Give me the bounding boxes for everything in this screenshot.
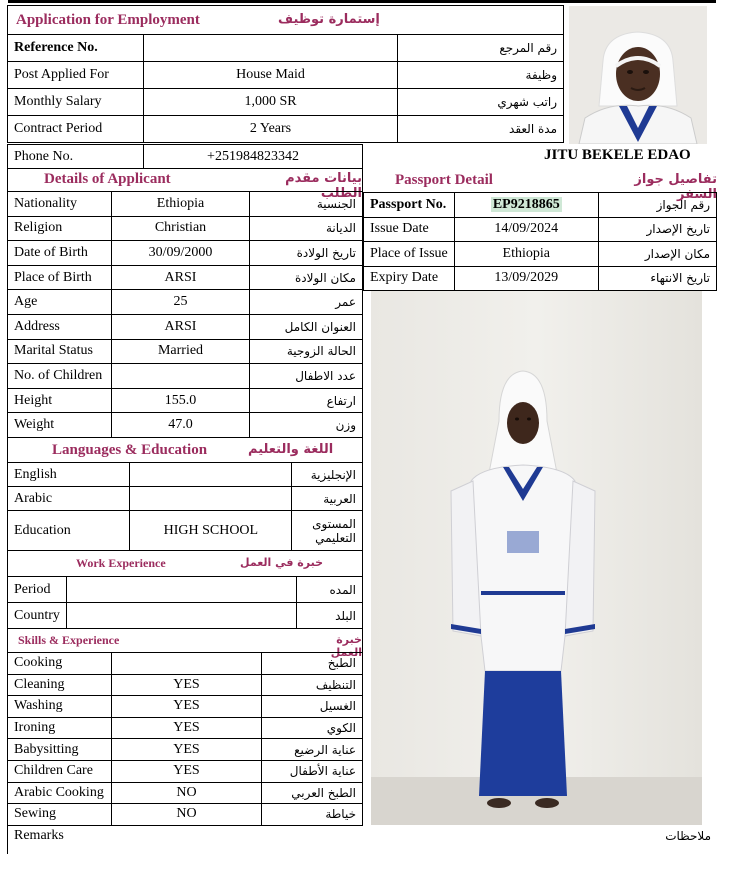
languages-heading-en: Languages & Education xyxy=(52,442,208,458)
applicant-label: Religion xyxy=(8,216,112,241)
languages-heading-ar: اللغة والتعليم xyxy=(248,442,334,457)
reference-label-ar: رقم المرجع xyxy=(398,35,564,62)
skills-table xyxy=(7,652,363,826)
remarks-label: Remarks xyxy=(14,828,64,843)
table-row xyxy=(8,511,363,551)
applicant-ar-label: تاريخ الولادة xyxy=(250,241,363,266)
table-row xyxy=(8,388,363,413)
remarks-border xyxy=(7,848,8,854)
skill-label: Children Care xyxy=(8,760,112,782)
applicant-table xyxy=(7,191,363,438)
applicant-value: 47.0 xyxy=(112,413,250,438)
passport-number-highlight: EP9218865 xyxy=(492,196,560,212)
passport-value xyxy=(454,193,598,218)
table-row xyxy=(364,242,717,267)
passport-value: Ethiopia xyxy=(454,242,598,267)
table-row xyxy=(8,413,363,438)
table-row xyxy=(8,89,564,116)
table-row xyxy=(364,193,717,218)
skill-ar-label: الطبخ xyxy=(262,653,363,675)
table-row xyxy=(8,145,363,169)
skill-ar-label: عناية الأطفال xyxy=(262,760,363,782)
work-heading-ar: خبرة في العمل xyxy=(240,556,324,569)
applicant-ar-label: العنوان الكامل xyxy=(250,314,363,339)
table-row xyxy=(8,674,363,696)
skill-value: YES xyxy=(112,674,262,696)
education-value: HIGH SCHOOL xyxy=(130,511,292,551)
table-row xyxy=(8,717,363,739)
passport-label: Issue Date xyxy=(364,217,455,242)
english-value xyxy=(130,463,292,487)
work-heading xyxy=(7,550,363,576)
reference-label: Reference No. xyxy=(8,35,144,62)
skill-label: Cleaning xyxy=(8,674,112,696)
table-row xyxy=(8,463,363,487)
table-row xyxy=(8,116,564,143)
applicant-ar-label: عمر xyxy=(250,290,363,315)
applicant-value: 30/09/2000 xyxy=(112,241,250,266)
skills-heading-en: Skills & Experience xyxy=(18,633,120,647)
contract-value: 2 Years xyxy=(144,116,398,143)
applicant-value: ARSI xyxy=(112,265,250,290)
remarks-label-ar: ملاحظات xyxy=(665,829,711,843)
applicant-value: Christian xyxy=(112,216,250,241)
table-row xyxy=(8,314,363,339)
reference-value xyxy=(144,35,398,62)
table-row xyxy=(8,290,363,315)
skill-label: Arabic Cooking xyxy=(8,782,112,804)
form-title-ar: إستمارة توظيف xyxy=(278,12,380,27)
applicant-label: Marital Status xyxy=(8,339,112,364)
table-row xyxy=(8,364,363,389)
passport-ar-label: تاريخ الإصدار xyxy=(598,217,716,242)
full-photo-image xyxy=(371,291,702,825)
phone-label: Phone No. xyxy=(8,145,144,169)
skill-value: NO xyxy=(112,782,262,804)
applicant-heading xyxy=(7,168,363,201)
skills-heading-ar: خبرة العمل xyxy=(330,633,362,659)
skill-ar-label: عناية الرضيع xyxy=(262,739,363,761)
skill-label: Cooking xyxy=(8,653,112,675)
country-label: Country xyxy=(8,603,67,629)
applicant-value: 155.0 xyxy=(112,388,250,413)
table-row xyxy=(364,266,717,291)
applicant-full-photo xyxy=(371,291,702,825)
languages-heading xyxy=(7,438,363,462)
passport-heading-en: Passport Detail xyxy=(395,172,493,188)
applicant-name: JITU BEKELE EDAO xyxy=(544,147,691,163)
english-label-ar: الإنجليزية xyxy=(292,463,363,487)
applicant-label: Nationality xyxy=(8,192,112,217)
period-value xyxy=(66,577,296,603)
applicant-label: Weight xyxy=(8,413,112,438)
country-value xyxy=(66,603,296,629)
skill-value: NO xyxy=(112,804,262,826)
table-row xyxy=(8,782,363,804)
table-row xyxy=(8,696,363,718)
work-table xyxy=(7,576,363,629)
form-title-en: Application for Employment xyxy=(16,12,200,28)
table-row xyxy=(8,241,363,266)
skill-label: Ironing xyxy=(8,717,112,739)
remarks-row xyxy=(7,826,717,848)
passport-value: 14/09/2024 xyxy=(454,217,598,242)
face-photo-image xyxy=(569,6,707,144)
table-row xyxy=(8,62,564,89)
passport-value: 13/09/2029 xyxy=(454,266,598,291)
applicant-value xyxy=(112,364,250,389)
passport-heading-ar: تفاصيل جواز السفر xyxy=(634,172,717,202)
table-row xyxy=(8,35,564,62)
post-value: House Maid xyxy=(144,62,398,89)
table-row xyxy=(364,217,717,242)
passport-table xyxy=(363,192,717,291)
education-label-ar: المستوى التعليمي xyxy=(292,511,363,551)
applicant-value: ARSI xyxy=(112,314,250,339)
passport-label: Expiry Date xyxy=(364,266,455,291)
table-row xyxy=(8,265,363,290)
skill-ar-label: التنظيف xyxy=(262,674,363,696)
skill-label: Sewing xyxy=(8,804,112,826)
english-label: English xyxy=(8,463,130,487)
table-row xyxy=(8,577,363,603)
applicant-ar-label: مكان الولادة xyxy=(250,265,363,290)
passport-label: Passport No. xyxy=(364,193,455,218)
applicant-label: Date of Birth xyxy=(8,241,112,266)
applicant-value: Ethiopia xyxy=(112,192,250,217)
arabic-label: Arabic xyxy=(8,487,130,511)
applicant-label: Address xyxy=(8,314,112,339)
applicant-label: Place of Birth xyxy=(8,265,112,290)
table-row xyxy=(8,192,363,217)
applicant-ar-label: ارتفاع xyxy=(250,388,363,413)
applicant-ar-label: الحالة الزوجية xyxy=(250,339,363,364)
applicant-ar-label: الديانة xyxy=(250,216,363,241)
table-row xyxy=(8,339,363,364)
skill-label: Babysitting xyxy=(8,739,112,761)
applicant-label: Height xyxy=(8,388,112,413)
skill-ar-label: الكوي xyxy=(262,717,363,739)
applicant-ar-label: وزن xyxy=(250,413,363,438)
post-label-ar: وظيفة xyxy=(398,62,564,89)
skill-ar-label: الغسيل xyxy=(262,696,363,718)
applicant-face-photo xyxy=(569,6,707,144)
applicant-ar-label: الجنسية xyxy=(250,192,363,217)
applicant-heading-ar: بيانات مقدم الطلب xyxy=(285,171,362,201)
table-row xyxy=(8,739,363,761)
table-row xyxy=(8,603,363,629)
period-label: Period xyxy=(8,577,67,603)
table-row xyxy=(8,653,363,675)
top-border xyxy=(8,0,716,3)
table-row xyxy=(8,760,363,782)
period-label-ar: المده xyxy=(296,577,362,603)
skill-value: YES xyxy=(112,696,262,718)
contract-label-ar: مدة العقد xyxy=(398,116,564,143)
salary-label: Monthly Salary xyxy=(8,89,144,116)
skill-value: YES xyxy=(112,760,262,782)
arabic-value xyxy=(130,487,292,511)
table-row xyxy=(8,216,363,241)
skill-value: YES xyxy=(112,717,262,739)
passport-heading xyxy=(363,168,717,202)
skill-label: Washing xyxy=(8,696,112,718)
passport-label: Place of Issue xyxy=(364,242,455,267)
applicant-label: Age xyxy=(8,290,112,315)
country-label-ar: البلد xyxy=(296,603,362,629)
arabic-label-ar: العربية xyxy=(292,487,363,511)
applicant-value: Married xyxy=(112,339,250,364)
passport-ar-label: تاريخ الانتهاء xyxy=(598,266,716,291)
education-label: Education xyxy=(8,511,130,551)
skill-value xyxy=(112,653,262,675)
table-row xyxy=(8,487,363,511)
table-row xyxy=(8,804,363,826)
salary-label-ar: راتب شهري xyxy=(398,89,564,116)
passport-ar-label: رقم الجواز xyxy=(598,193,716,218)
work-heading-en: Work Experience xyxy=(76,556,166,570)
phone-value: +251984823342 xyxy=(144,145,363,169)
skill-ar-label: الطبخ العربي xyxy=(262,782,363,804)
salary-value: 1,000 SR xyxy=(144,89,398,116)
skills-heading xyxy=(7,628,363,659)
applicant-label: No. of Children xyxy=(8,364,112,389)
skill-ar-label: خياطة xyxy=(262,804,363,826)
phone-table xyxy=(7,144,363,169)
languages-table xyxy=(7,462,363,551)
form-header xyxy=(7,5,564,34)
applicant-heading-en: Details of Applicant xyxy=(44,171,171,187)
post-label: Post Applied For xyxy=(8,62,144,89)
applicant-ar-label: عدد الاطفال xyxy=(250,364,363,389)
passport-ar-label: مكان الإصدار xyxy=(598,242,716,267)
applicant-value: 25 xyxy=(112,290,250,315)
skill-value: YES xyxy=(112,739,262,761)
top-info-table xyxy=(7,34,564,143)
contract-label: Contract Period xyxy=(8,116,144,143)
